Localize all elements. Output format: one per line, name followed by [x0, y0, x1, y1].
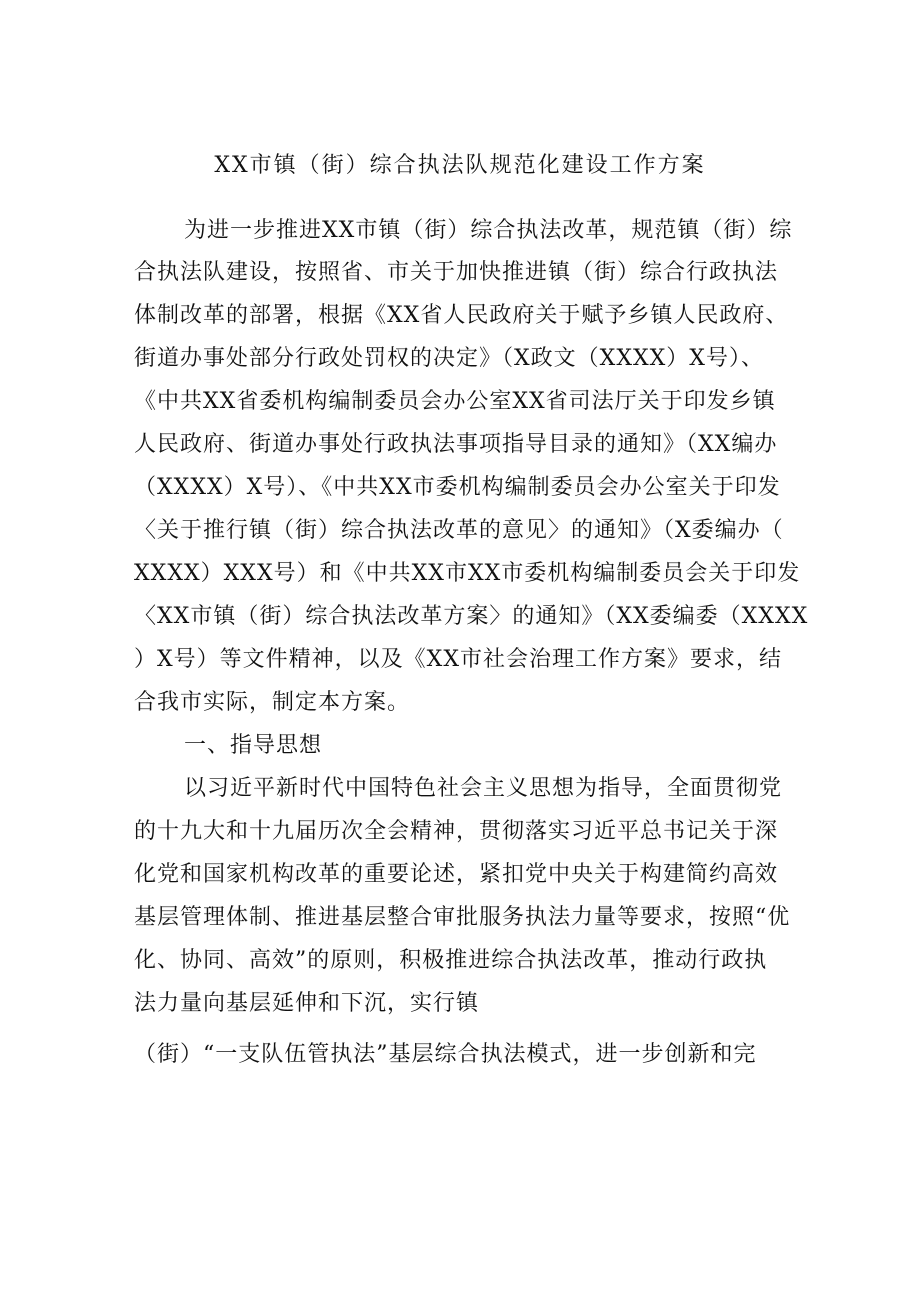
paragraph-2-line-3: 化党和国家机构改革的重要论述，紧扣党中央关于构建简约高效 — [134, 862, 779, 887]
paragraph-2-line-1: 以习近平新时代中国特色社会主义思想为指导，全面贯彻党 — [184, 776, 783, 801]
paragraph-2-line-6: 法力量向基层延伸和下沉，实行镇 — [134, 991, 480, 1016]
section-heading-guiding-ideology: 一、指导思想 — [184, 733, 323, 758]
paragraph-1-line-6: 人民政府、街道办事处行政执法事项指导目录的通知》（XX编办 — [134, 432, 778, 457]
paragraph-1-line-2: 合执法队建设，按照省、市关于加快推进镇（街）综合行政执法 — [134, 260, 779, 285]
paragraph-1-line-7: （XXXX）X号）、《中共XX市委机构编制委员会办公室关于印发 — [134, 475, 781, 500]
paragraph-2-line-5: 化、协同、高效”的原则，积极推进综合执法改革，推动行政执 — [134, 948, 768, 973]
paragraph-1-line-3: 体制改革的部署，根据《XX省人民政府关于赋予乡镇人民政府、 — [134, 303, 789, 328]
paragraph-1-line-9: XXXX）XXX号）和《中共XX市XX市委机构编制委员会关于印发 — [134, 561, 801, 586]
paragraph-1-line-12: 合我市实际，制定本方案。 — [134, 690, 411, 715]
paragraph-2-line-4: 基层管理体制、推进基层整合审批服务执法力量等要求，按照“优 — [134, 905, 791, 930]
paragraph-1-line-5: 《中共XX省委机构编制委员会办公室XX省司法厅关于印发乡镇 — [134, 389, 776, 414]
paragraph-1-line-1: 为进一步推进XX市镇（街）综合执法改革，规范镇（街）综 — [184, 218, 793, 243]
document-title: XX市镇（街）综合执法队规范化建设工作方案 — [214, 153, 706, 178]
paragraph-1-line-11: ）X号）等文件精神，以及《XX市社会治理工作方案》要求，结 — [134, 647, 782, 672]
paragraph-1-line-8: 〈关于推行镇（街）综合执法改革的意见〉的通知》（X委编办（ — [134, 518, 784, 543]
paragraph-1-line-10: 〈XX市镇（街）综合执法改革方案〉的通知》（XX委编委（XXXX — [134, 604, 809, 629]
paragraph-3-line-1: （街）“一支队伍管执法”基层综合执法模式，进一步创新和完 — [134, 1042, 757, 1067]
paragraph-2-line-2: 的十九大和十九届历次全会精神，贯彻落实习近平总书记关于深 — [134, 819, 779, 844]
paragraph-1-line-4: 街道办事处部分行政处罚权的决定》（X政文（XXXX）X号）、 — [134, 346, 764, 371]
